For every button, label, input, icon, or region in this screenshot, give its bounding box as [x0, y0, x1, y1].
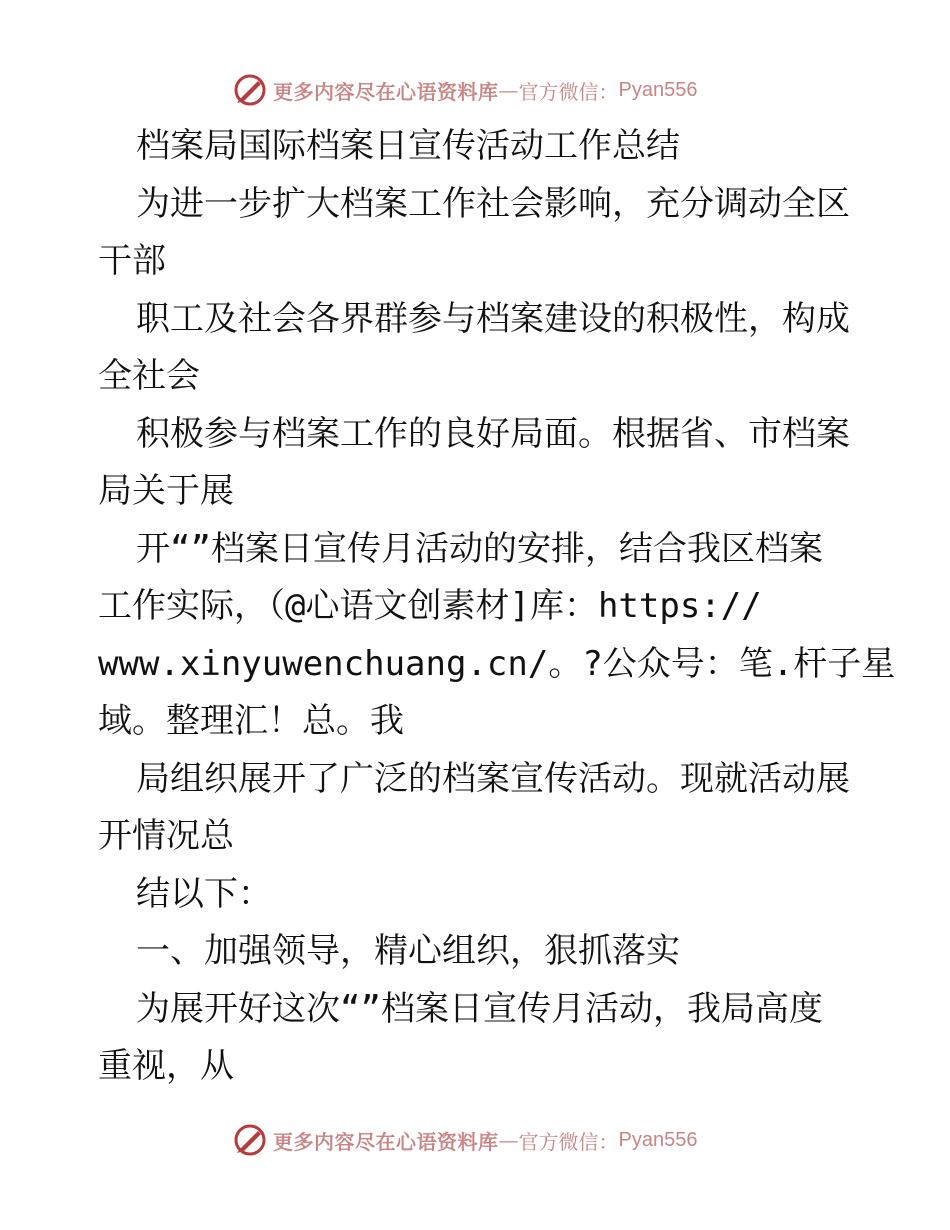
- paragraph-line: 开情况总: [98, 816, 234, 856]
- banner-wechat-id: Pyan556: [618, 1128, 698, 1151]
- banner-wechat-label: 官方微信：: [518, 1129, 619, 1154]
- paragraph-line: 局组织展开了广泛的档案宣传活动。现就活动展: [136, 758, 850, 799]
- banner-wechat-id: Pyan556: [618, 78, 698, 101]
- paragraph-line: 全社会: [98, 356, 200, 396]
- pen-logo-icon: [233, 1123, 267, 1157]
- paragraph-line: 干部: [98, 241, 166, 281]
- paragraph-line: 为展开好这次“”档案日宣传月活动，我局高度: [136, 988, 823, 1029]
- document-title: 档案局国际档案日宣传活动工作总结: [136, 126, 680, 166]
- paragraph-line: 开“”档案日宣传月活动的安排，结合我区档案: [136, 528, 823, 569]
- document-body: [98, 118, 896, 1096]
- banner-title: 更多内容尽在心语资料库: [273, 79, 499, 104]
- paragraph-line: 工作实际，（@心语文创素材]库：https://: [98, 586, 762, 626]
- paragraph-line: www.xinyuwenchuang.cn/。?公众号：笔.杆子星: [98, 643, 896, 684]
- footer-banner: [233, 1120, 697, 1160]
- header-banner: [233, 70, 697, 110]
- paragraph-line: 重视，从: [98, 1046, 234, 1086]
- pen-logo-icon: [233, 73, 267, 107]
- banner-dash: —: [498, 78, 519, 102]
- paragraph-line: 为进一步扩大档案工作社会影响，充分调动全区: [136, 183, 850, 224]
- banner-title: 更多内容尽在心语资料库: [273, 1129, 499, 1154]
- banner-dash: —: [498, 1128, 519, 1152]
- banner-wechat-label: 官方微信：: [518, 79, 619, 104]
- paragraph-line: 积极参与档案工作的良好局面。根据省、市档案: [136, 413, 850, 454]
- section-heading: 一、加强领导，精心组织，狠抓落实: [136, 931, 680, 971]
- paragraph-line: 域。整理汇！总。我: [98, 701, 404, 741]
- paragraph-line: 结以下：: [136, 873, 272, 914]
- paragraph-line: 职工及社会各界群参与档案建设的积极性，构成: [136, 298, 850, 339]
- paragraph-line: 局关于展: [98, 471, 234, 511]
